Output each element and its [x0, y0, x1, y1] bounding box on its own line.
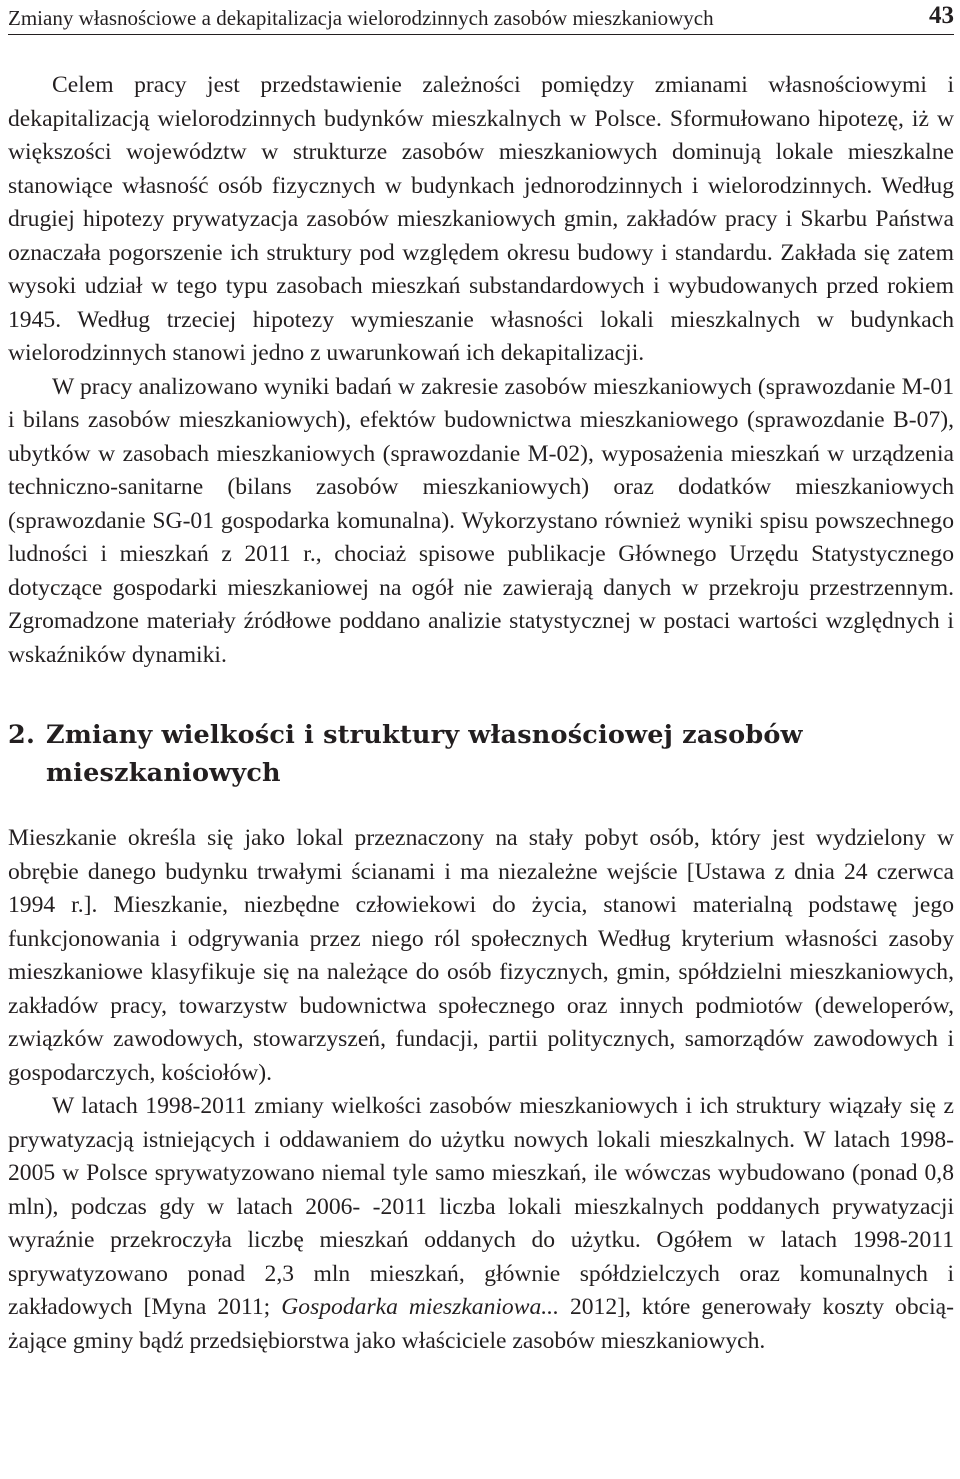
- paragraph-privatization: [8, 1090, 954, 1358]
- document-page: [8, 0, 954, 1358]
- privatization-text-end: 2012], które generowały koszty obciążające gminy bądź przedsiębiorstwa jako właściciele zasobów mieszkaniowych.: [8, 1294, 954, 1354]
- paragraph-data-sources: W pracy analizowano wyniki badań w zakresie zasobów mieszkaniowych (sprawozdanie M-01 i bilans zasobów mieszkaniowych), efektów budownictwa mieszkaniowego (sprawozdanie B-07), ubytków w zasobach mieszkaniowych (sprawozdanie M-02), wyposażenia mieszkań w urządzenia techniczno-sanitarne (bilans zasobów mieszkaniowych) oraz dodatków mieszkaniowych (sprawozdanie SG-01 gospodarka komunalna). Wykorzystano również wyniki spisu powszechnego ludności i mieszkań z 2011 r., chociaż spisowe publikacje Głównego Urzędu Statystycznego dotyczące gospodarki mieszkaniowej na ogół nie zawierają danych w przekroju przestrzennym. Zgromadzone materiały źródłowe poddano analizie statystycznej w postaci wartości względnych i wskaźników dynamiki.: [8, 373, 954, 668]
- section-body: [8, 822, 954, 1358]
- body-text: [8, 69, 954, 672]
- running-header: [8, 0, 954, 35]
- section-heading: [8, 716, 954, 792]
- section-number: 2.: [8, 720, 36, 750]
- paragraph-dwelling-definition: Mieszkanie określa się jako lokal przeznaczony na stały pobyt osób, który jest wydzielony w obrębie danego budynku trwałymi ścianami i ma niezależne wejście [Ustawa z dnia 24 czerwca 1994 r.]. Mieszkanie, niezbędne człowiekowi do życia, stanowi materialną podstawę jego funkcjonowania i odgrywania przez niego ról społecznych Według kryterium własności zasoby mieszkaniowe klasyfikuje się na należące do osób fizycznych, gmin, spółdzielni mieszkaniowych, zakładów pracy, towarzystw budownictwa społecznego oraz innych podmiotów (deweloperów, związków zawodowych, stowarzyszeń, fundacji, partii politycznych, samorządów zawodowych i gospodarczych, kościołów).: [8, 825, 954, 1086]
- section-title: Zmiany wielkości i struktury własnościowej zasobów mieszkaniowych: [46, 720, 803, 788]
- privatization-text-start: W latach 1998-2011 zmiany wielkości zasobów mieszkaniowych i ich struktury wiązały się z prywatyzacją istniejących i oddawaniem do użytku nowych lokali mieszkalnych. W latach 1998-2005 w Polsce sprywatyzowano niemal tyle samo mieszkań, ile wówczas wybudowano (ponad 0,8 mln), podczas gdy w latach 2006- -2011 liczba lokali mieszkalnych poddanych prywatyzacji wyraźnie przekroczyła liczbę mieszkań oddanych do użytku. Ogółem w latach 1998-2011 sprywatyzowano ponad 2,3 mln mieszkań, głównie spółdzielczych oraz komunalnych i zakładowych [Myna 2011;: [8, 1093, 954, 1320]
- running-title: Zmiany własnościowe a dekapitalizacja wielorodzinnych zasobów mieszkaniowych: [8, 6, 714, 30]
- citation-title: Gospodarka mieszkaniowa...: [281, 1294, 559, 1320]
- paragraph-research-aim: Celem pracy jest przedstawienie zależności pomiędzy zmianami własnościowymi i dekapitalizacją wielorodzinnych budynków mieszkalnych w Polsce. Sformułowano hipotezę, iż w większości województw w strukturze zasobów mieszkaniowych dominują lokale mieszkalne stanowiące własność osób fizycznych w budynkach jednorodzinnych i wielorodzinnych. Według drugiej hipotezy prywatyzacja zasobów mieszkaniowych gmin, zakładów pracy i Skarbu Państwa oznaczała pogorszenie ich struktury pod względem okresu budowy i standardu. Zakłada się zatem wysoki udział w tego typu zasobach mieszkań substandardowych i wybudowanych przed rokiem 1945. Według trzeciej hipotezy wymieszanie własności lokali mieszkalnych w budynkach wielorodzinnych stanowi jedno z uwarunkowań ich dekapitalizacji.: [8, 72, 954, 366]
- page-number: 43: [929, 2, 954, 29]
